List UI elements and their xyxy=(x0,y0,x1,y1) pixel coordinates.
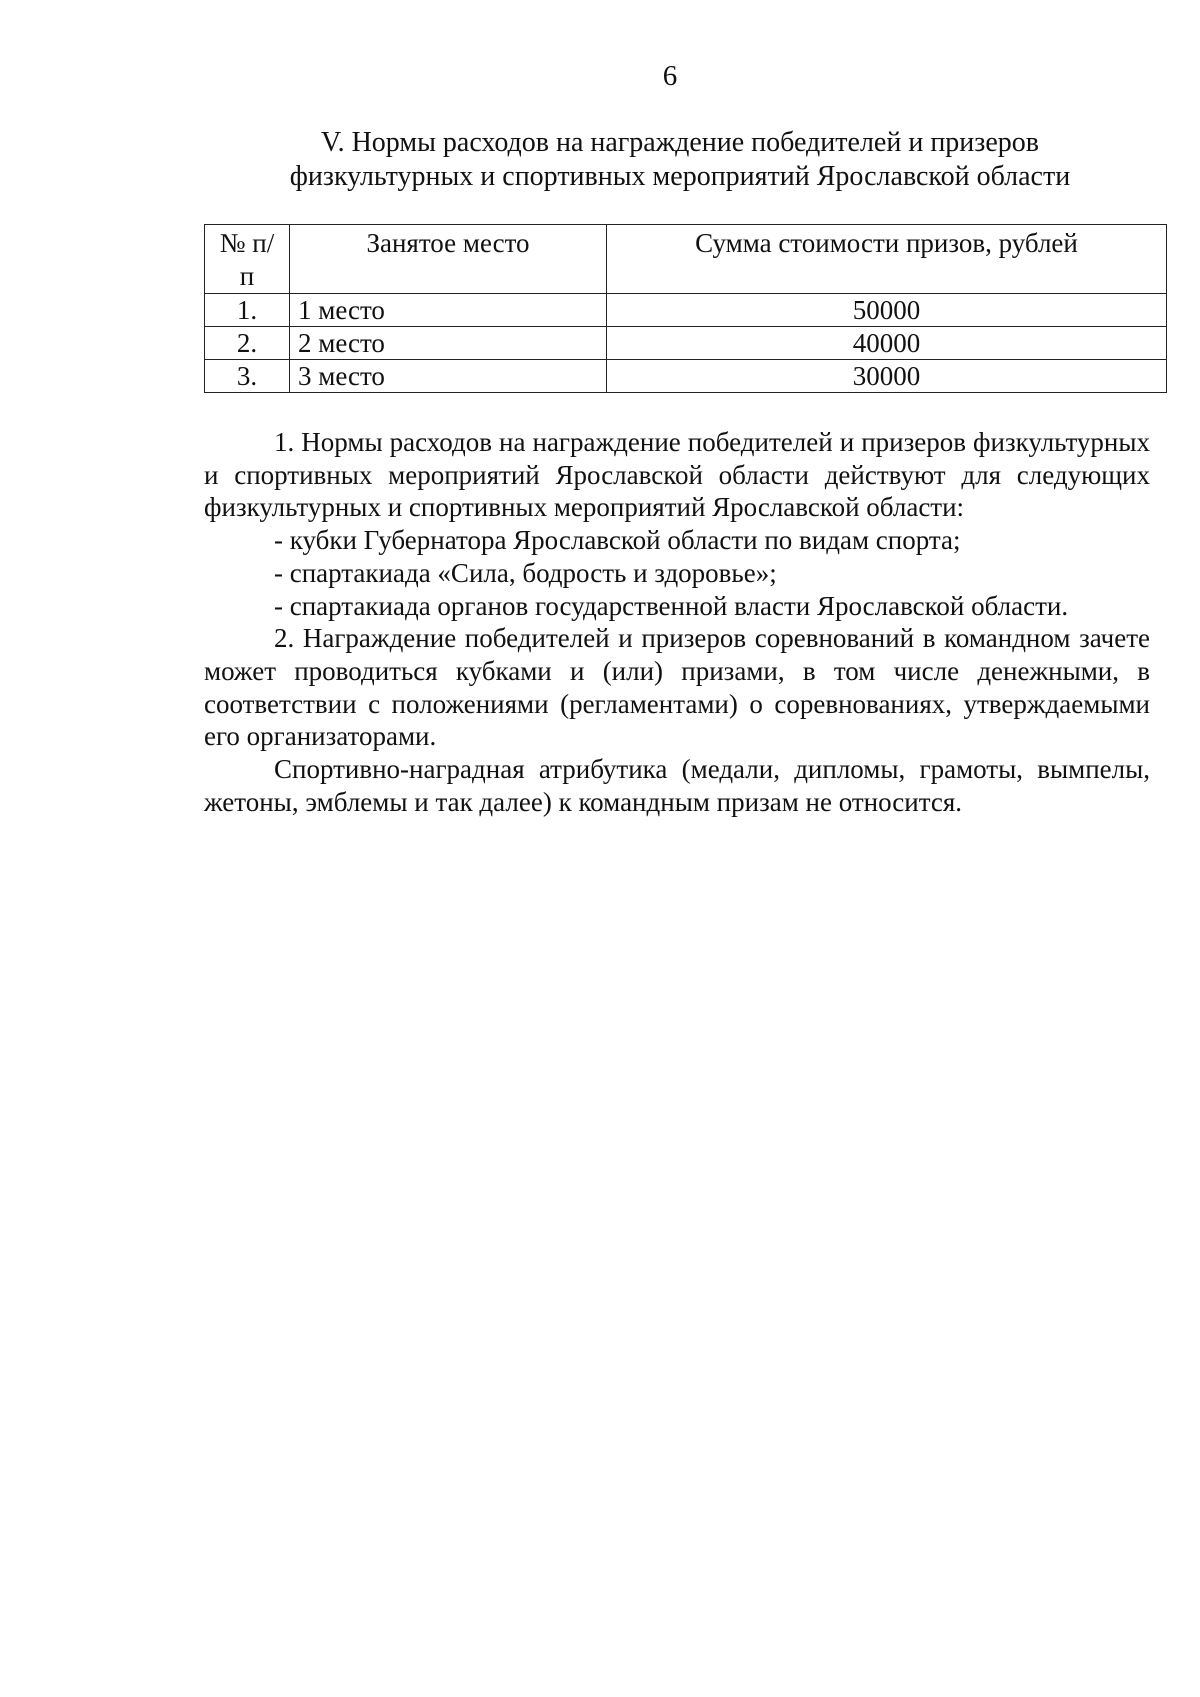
row-number: 2. xyxy=(205,327,290,360)
row-sum: 50000 xyxy=(607,294,1167,327)
awards-table xyxy=(204,224,1167,393)
section-heading xyxy=(205,126,1155,194)
row-number: 3. xyxy=(205,360,290,393)
table-row xyxy=(205,327,1167,360)
page-number: 6 xyxy=(662,60,678,92)
list-item-3: - спартакиада органов государственной власти Ярославской области. xyxy=(274,590,1069,621)
section-heading-line-2: физкультурных и спортивных мероприятий Ярославской области xyxy=(289,161,1071,192)
paragraph-2: 2. Награждение победителей и призеров соревнований в командном зачете может проводиться кубками и (или) призами, в том числе денежными, в соответствии с положениями (регламентами) о соревнованиях, утверждаемыми его организаторами. xyxy=(204,623,1150,752)
paragraph-3: Спортивно-наградная атрибутика (медали, дипломы, грамоты, вымпелы, жетоны, эмблемы и так далее) к командным призам не относится. xyxy=(204,754,1150,817)
list-item-2: - спартакиада «Сила, бодрость и здоровье»; xyxy=(274,557,777,588)
table-row xyxy=(205,294,1167,327)
header-number: № п/п xyxy=(205,225,290,294)
table-row xyxy=(205,360,1167,393)
row-sum: 40000 xyxy=(607,327,1167,360)
row-place: 1 место xyxy=(290,294,607,327)
list-item-1: - кубки Губернатора Ярославской области по видам спорта; xyxy=(274,525,961,556)
header-place: Занятое место xyxy=(290,225,607,294)
section-heading-line-1: V. Нормы расходов на награждение победителей и призеров xyxy=(320,127,1040,158)
table-header-row xyxy=(205,225,1167,294)
paragraph-1: 1. Нормы расходов на награждение победителей и призеров физкультурных и спортивных мероприятий Ярославской области действуют для следующих физкультурных и спортивных мероприятий Ярославской области: xyxy=(204,427,1150,523)
header-sum: Сумма стоимости призов, рублей xyxy=(607,225,1167,294)
row-sum: 30000 xyxy=(607,360,1167,393)
row-place: 3 место xyxy=(290,360,607,393)
body-text xyxy=(204,426,1150,818)
row-place: 2 место xyxy=(290,327,607,360)
row-number: 1. xyxy=(205,294,290,327)
